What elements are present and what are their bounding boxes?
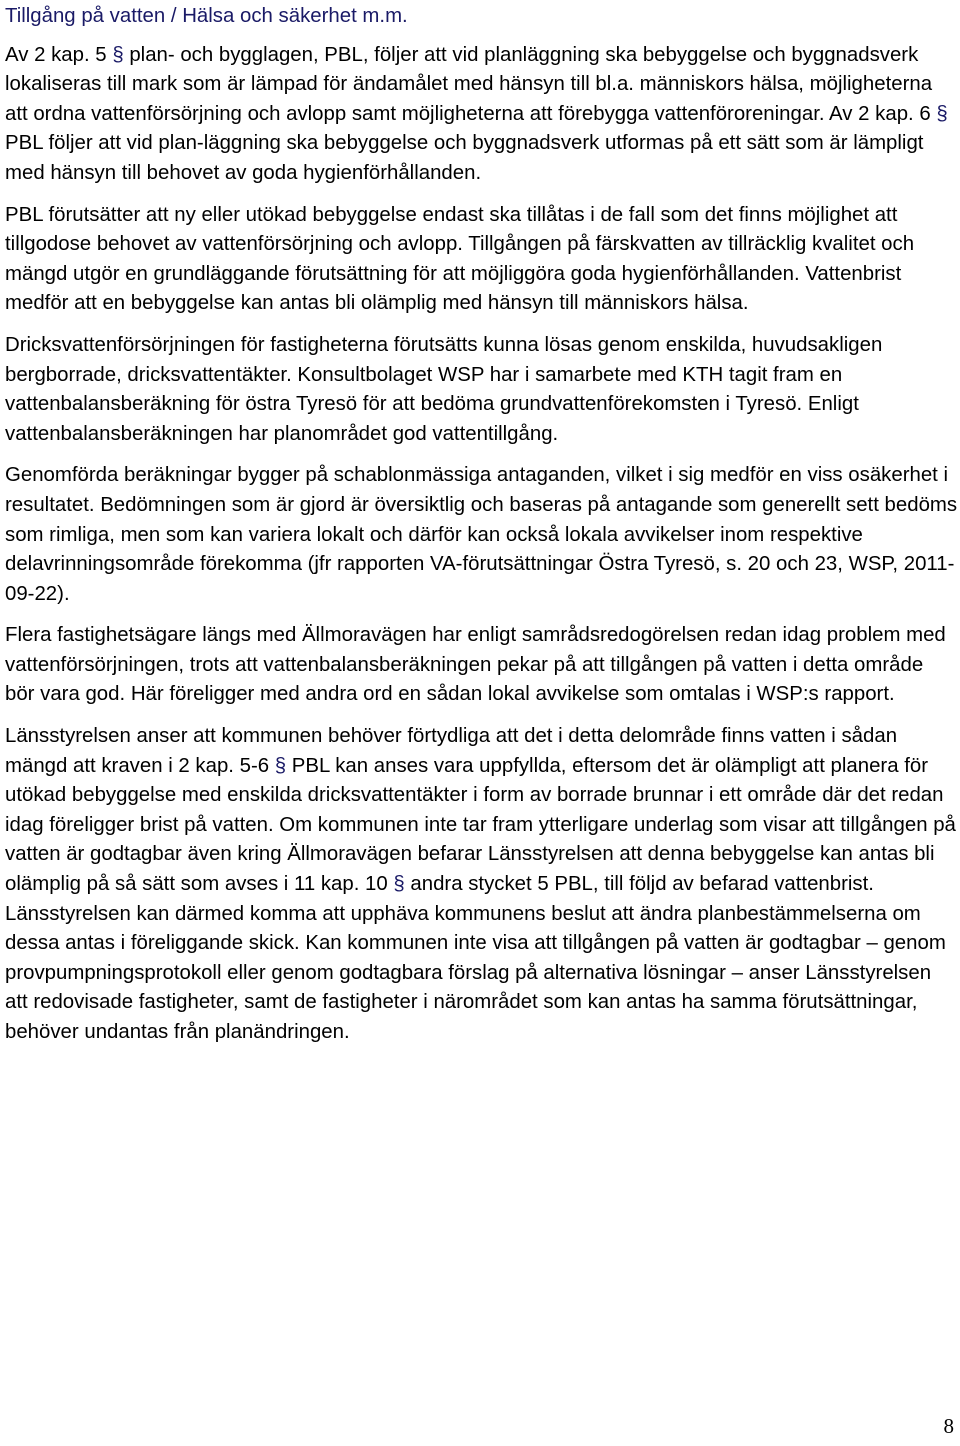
section-sign-link[interactable]: § <box>112 43 124 66</box>
paragraph-lansstyrelsen <box>5 722 958 1048</box>
section-sign-link[interactable]: § <box>274 754 287 777</box>
p1-text-c: PBL följer att vid plan-läggning ska bebyggelse och byggnadsverk utformas på ett sätt som är lämpligt med hänsyn till behovet av goda hygienförhållanden. <box>5 132 924 184</box>
p6-text-a: Länsstyrelsen anser att kommunen behöver förtydliga att det i detta delområde finns vatten i sådan mängd att kraven i 2 kap. 5-6 <box>5 725 898 777</box>
paragraph-drinking-water: Dricksvattenförsörjningen för fastigheterna förutsätts kunna lösas genom enskilda, huvudsakligen bergborrade, dricksvattentäkter. Konsultbolaget WSP har i samarbete med KTH tagit fram en vattenbalansberäkning för östra Tyresö för att bedöma grundvattenförekomsten i Tyresö. Enligt vattenbalansberäkningen har planområdet god vattentillgång. <box>5 333 883 445</box>
paragraph-pbl-requirements <box>5 41 958 189</box>
paragraph-local-deviation: Flera fastighetsägare längs med Ällmoravägen har enligt samrådsredogörelsen redan idag problem med vattenförsörjningen, trots att vattenbalansberäkningen pekar på att tillgången på vatten i detta område bör vara god. Här föreligger med andra ord en sådan lokal avvikelse som omtalas i WSP:s rapport. <box>5 624 946 706</box>
p6-text-b: PBL kan anses vara uppfyllda, eftersom det är olämpligt att planera för utökad bebyggelse med enskilda dricksvattentäkter i form av borrade brunnar i ett område där det redan idag föreligger brist på vatten. Om kommunen inte tar fram ytterligare underlag som visar att tillgången på vatten är godtagbar även kring Ällmoravägen befarar Länsstyrelsen att denna bebyggelse kan antas bli olämplig på så sätt som avses i 11 kap. 10 <box>5 754 956 896</box>
p1-text-a: Av 2 kap. 5 <box>5 43 113 66</box>
section-title-text: Tillgång på vatten / Hälsa och säkerhet m.m. <box>5 5 408 27</box>
paragraph-calculations: Genomförda beräkningar bygger på schablonmässiga antaganden, vilket i sig medför en viss osäkerhet i resultatet. Bedömningen som är gjord är översiktlig och baseras på antagande som generellt sett bedöms som rimliga, men som kan variera lokalt och därför kan också lokala avvikelser inom respektive delavrinningsområde förekomma (jfr rapporten VA-förutsättningar Östra Tyresö, s. 20 och 23, WSP, 2011-09-22). <box>5 464 958 605</box>
page-number: 8 <box>943 1414 954 1438</box>
section-sign-link[interactable]: § <box>936 102 948 125</box>
p6-text-c: andra stycket 5 PBL, till följd av befarad vattenbrist. Länsstyrelsen kan därmed komma att upphäva kommunens beslut att ändra planbestämmelserna om dessa antas i föreliggande skick. Kan kommunen inte visa att tillgången på vatten är godtagbar – genom provpumpningsprotokoll eller genom godtagbara förslag på alternativa lösningar – anser Länsstyrelsen att redovisade fastigheter, samt de fastigheter i närområdet som kan antas ha samma förutsättningar, behöver undantas från planändringen. <box>5 873 946 1043</box>
section-title <box>5 2 958 32</box>
section-sign-link[interactable]: § <box>393 873 405 896</box>
paragraph-pbl-conditions: PBL förutsätter att ny eller utökad bebyggelse endast ska tillåtas i de fall som det finns möjlighet att tillgodose behovet av vattenförsörjning och avlopp. Tillgången på färskvatten av tillräcklig kvalitet och mängd utgör en grundläggande förutsättning för att möjliggöra goda hygienförhållanden. Vattenbrist medför att en bebyggelse kan antas bli olämplig med hänsyn till människors hälsa. <box>5 203 915 315</box>
document-page <box>5 2 958 1048</box>
p1-text-b: plan- och bygglagen, PBL, följer att vid planläggning ska bebyggelse och byggnadsverk lokaliseras till mark som är lämpad för ändamålet med hänsyn till bl.a. människors hälsa, möjligheterna att ordna vattenförsörjning och avlopp samt möjligheterna att förebygga vattenföroreningar. Av 2 kap. 6 <box>5 43 937 125</box>
